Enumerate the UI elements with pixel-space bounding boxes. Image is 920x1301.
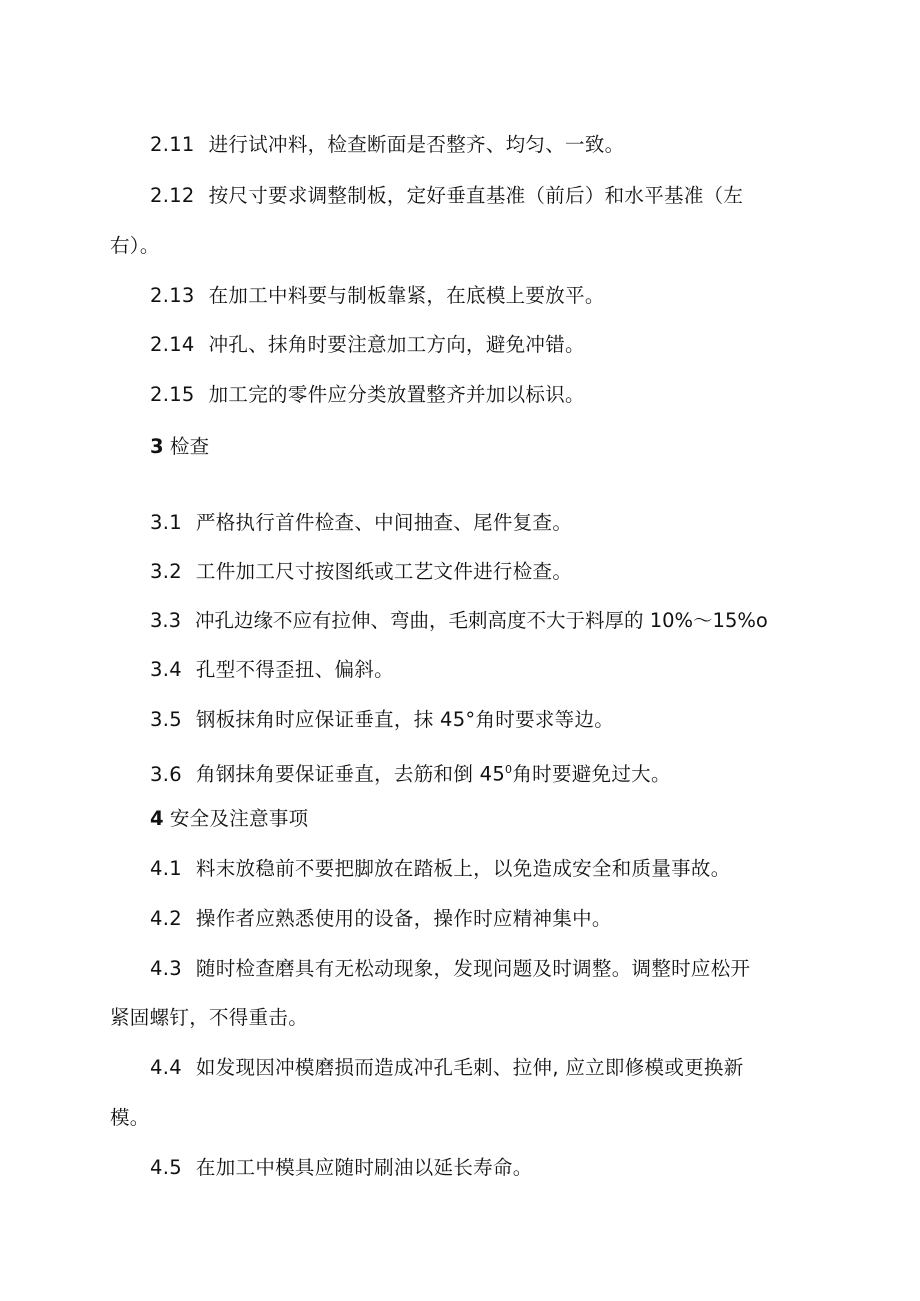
item-text: 料末放稳前不要把脚放在踏板上，以免造成安全和质量事故。 xyxy=(195,857,731,880)
item-text: 孔型不得歪扭、偏斜。 xyxy=(195,658,394,681)
section-title: 安全及注意事项 xyxy=(169,807,309,830)
item-number: 3.5 xyxy=(150,708,182,731)
item-3-1 xyxy=(150,510,920,536)
item-3-2 xyxy=(150,559,920,585)
item-4-5 xyxy=(150,1155,920,1181)
item-text: 操作者应熟悉使用的设备，操作时应精神集中。 xyxy=(195,907,612,930)
superscript-zero: 0 xyxy=(505,763,513,776)
item-text: 工件加工尺寸按图纸或工艺文件进行检查。 xyxy=(195,560,573,583)
section-title: 检查 xyxy=(169,435,210,458)
section-number: 4 xyxy=(150,807,164,830)
section-number: 3 xyxy=(150,435,164,458)
item-4-1 xyxy=(150,856,920,882)
item-number: 2.12 xyxy=(150,184,195,207)
section-heading-4 xyxy=(150,806,920,832)
item-number: 3.4 xyxy=(150,658,182,681)
item-text: 按尺寸要求调整制板，定好垂直基准（前后）和水平基准（左 xyxy=(208,184,744,207)
item-3-6 xyxy=(150,757,920,788)
item-2-13 xyxy=(150,283,920,309)
item-number: 4.2 xyxy=(150,907,182,930)
item-number: 3.2 xyxy=(150,560,182,583)
item-number: 2.14 xyxy=(150,333,195,356)
item-text: 在加工中料要与制板靠紧，在底模上要放平。 xyxy=(208,284,605,307)
item-number: 4.3 xyxy=(150,957,182,980)
item-text: 加工完的零件应分类放置整齐并加以标识。 xyxy=(208,383,585,406)
item-text: 钢板抹角时应保证垂直，抹 45°角时要求等边。 xyxy=(195,708,615,731)
item-number: 4.1 xyxy=(150,857,182,880)
item-text: 冲孔、抹角时要注意加工方向，避免冲错。 xyxy=(208,333,585,356)
item-text: 冲孔边缘不应有拉伸、弯曲，毛刺高度不大于料厚的 10%～15%o xyxy=(195,609,768,632)
item-number: 3.1 xyxy=(150,511,182,534)
item-number: 3.6 xyxy=(150,762,182,786)
item-4-3-continuation: 紧固螺钉，不得重击。 xyxy=(110,1006,309,1029)
item-text-part-b: 角时要避免过大。 xyxy=(512,762,671,786)
item-4-4 xyxy=(150,1055,920,1081)
item-2-14 xyxy=(150,332,920,358)
item-3-4 xyxy=(150,657,920,683)
item-number: 4.4 xyxy=(150,1056,182,1079)
item-4-2 xyxy=(150,906,920,932)
item-2-12-continuation: 右）。 xyxy=(110,234,160,257)
item-3-3 xyxy=(150,608,920,634)
item-number: 3.3 xyxy=(150,609,182,632)
item-text: 随时检查磨具有无松动现象，发现问题及时调整。调整时应松开 xyxy=(195,957,751,980)
item-4-4-continuation: 模。 xyxy=(110,1106,150,1129)
item-text-part-a: 角钢抹角要保证垂直，去筋和倒 45 xyxy=(195,762,506,786)
item-text: 进行试冲料，检查断面是否整齐、均匀、一致。 xyxy=(208,133,625,156)
item-2-15 xyxy=(150,382,920,408)
item-text: 在加工中模具应随时刷油以延长寿命。 xyxy=(195,1156,533,1179)
item-number: 2.15 xyxy=(150,383,195,406)
item-3-5 xyxy=(150,707,920,733)
item-number: 2.13 xyxy=(150,284,195,307)
item-2-11 xyxy=(150,132,920,158)
item-text: 严格执行首件检查、中间抽查、尾件复查。 xyxy=(195,511,573,534)
item-text: 如发现因冲模磨损而造成冲孔毛刺、拉伸, 应立即修模或更换新 xyxy=(195,1056,744,1079)
item-4-3 xyxy=(150,956,920,982)
section-heading-3 xyxy=(150,434,920,460)
item-2-12 xyxy=(150,183,920,209)
item-number: 2.11 xyxy=(150,133,195,156)
item-number: 4.5 xyxy=(150,1156,182,1179)
